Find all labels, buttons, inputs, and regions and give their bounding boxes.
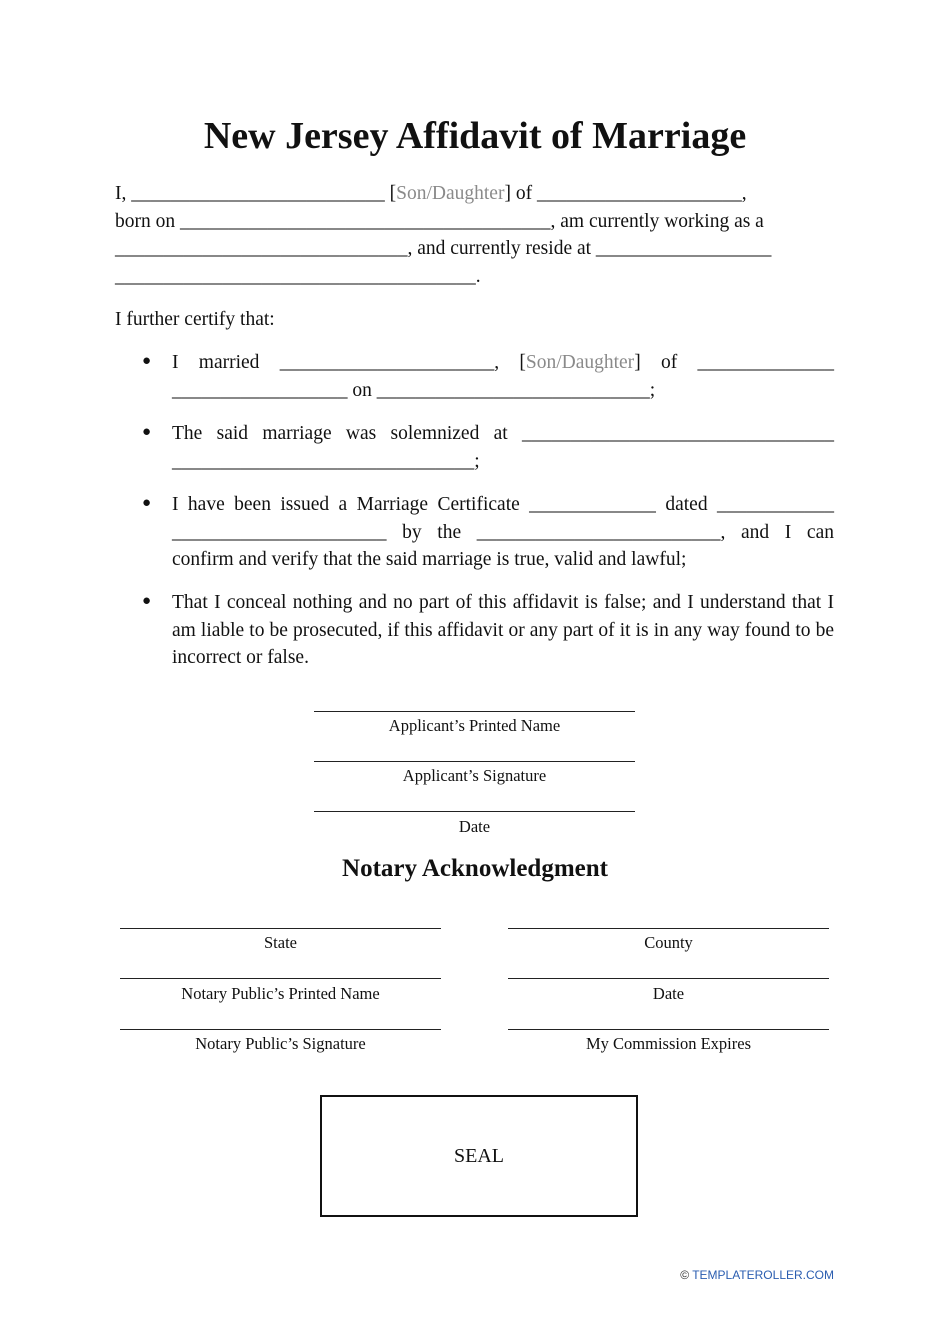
certify-heading: I further certify that: <box>115 309 275 330</box>
applicant-name-line[interactable] <box>314 711 635 712</box>
seal-box <box>320 1095 638 1217</box>
applicant-signature-line[interactable] <box>314 761 635 762</box>
notary-county-label: County <box>644 933 693 952</box>
bullet-text: ] of ______________ __________________ on ____________________________; <box>172 352 834 401</box>
notary-state-label: State <box>264 933 297 952</box>
intro-text: ] of _____________________, <box>504 183 747 204</box>
bullet-marker: ● <box>142 424 152 440</box>
bullet-liability: That I conceal nothing and no part of this affidavit is false; and I understand that I am liable to be prosecuted, if this affidavit or any part of it is in any way found to be incorrect or false. <box>172 592 834 668</box>
bullet-certificate: I have been issued a Marriage Certificate _____________ dated ____________ ______________________ by the _________________________, and I can confirm and verify that the said marriage is true, valid and lawful; <box>172 494 834 570</box>
applicant-date-line[interactable] <box>314 811 635 812</box>
footer-watermark <box>680 1268 834 1282</box>
notary-county-line[interactable] <box>508 928 829 929</box>
copyright-symbol: © <box>680 1268 690 1282</box>
bullet-marker: ● <box>142 593 152 609</box>
notary-printed-name-label: Notary Public’s Printed Name <box>181 984 380 1003</box>
notary-state-line[interactable] <box>120 928 441 929</box>
son-daughter-placeholder: Son/Daughter <box>525 352 635 373</box>
notary-commission-line[interactable] <box>508 1029 829 1030</box>
notary-signature-line[interactable] <box>120 1029 441 1030</box>
bullet-solemnized: The said marriage was solemnized at ________________________________ _______________________________; <box>172 423 834 472</box>
intro-line-2: born on ______________________________________, am currently working as a <box>115 210 764 232</box>
document-title: New Jersey Affidavit of Marriage <box>203 115 747 157</box>
applicant-printed-name-label: Applicant’s Printed Name <box>388 716 561 735</box>
notary-heading: Notary Acknowledgment <box>342 855 608 882</box>
bullet-text: I married ______________________, [ <box>172 352 526 373</box>
applicant-signature-label: Applicant’s Signature <box>402 766 547 785</box>
seal-label: SEAL <box>454 1144 504 1167</box>
intro-line-4: _____________________________________. <box>115 265 481 287</box>
notary-date-line[interactable] <box>508 978 829 979</box>
applicant-date-label: Date <box>458 817 491 836</box>
bullet-marker: ● <box>142 353 152 369</box>
brand-link[interactable]: TEMPLATEROLLER.COM <box>692 1268 834 1282</box>
intro-line-3: ______________________________, and currently reside at __________________ <box>115 238 772 259</box>
notary-printed-name-line[interactable] <box>120 978 441 979</box>
bullet-marker: ● <box>142 495 152 511</box>
notary-signature-label: Notary Public’s Signature <box>195 1034 366 1053</box>
bullet-married <box>172 349 834 404</box>
notary-commission-label: My Commission Expires <box>585 1034 751 1053</box>
son-daughter-placeholder: Son/Daughter <box>396 183 505 204</box>
notary-date-label: Date <box>652 984 685 1003</box>
intro-text: I, __________________________ [ <box>115 183 397 204</box>
intro-line-1 <box>115 180 834 208</box>
